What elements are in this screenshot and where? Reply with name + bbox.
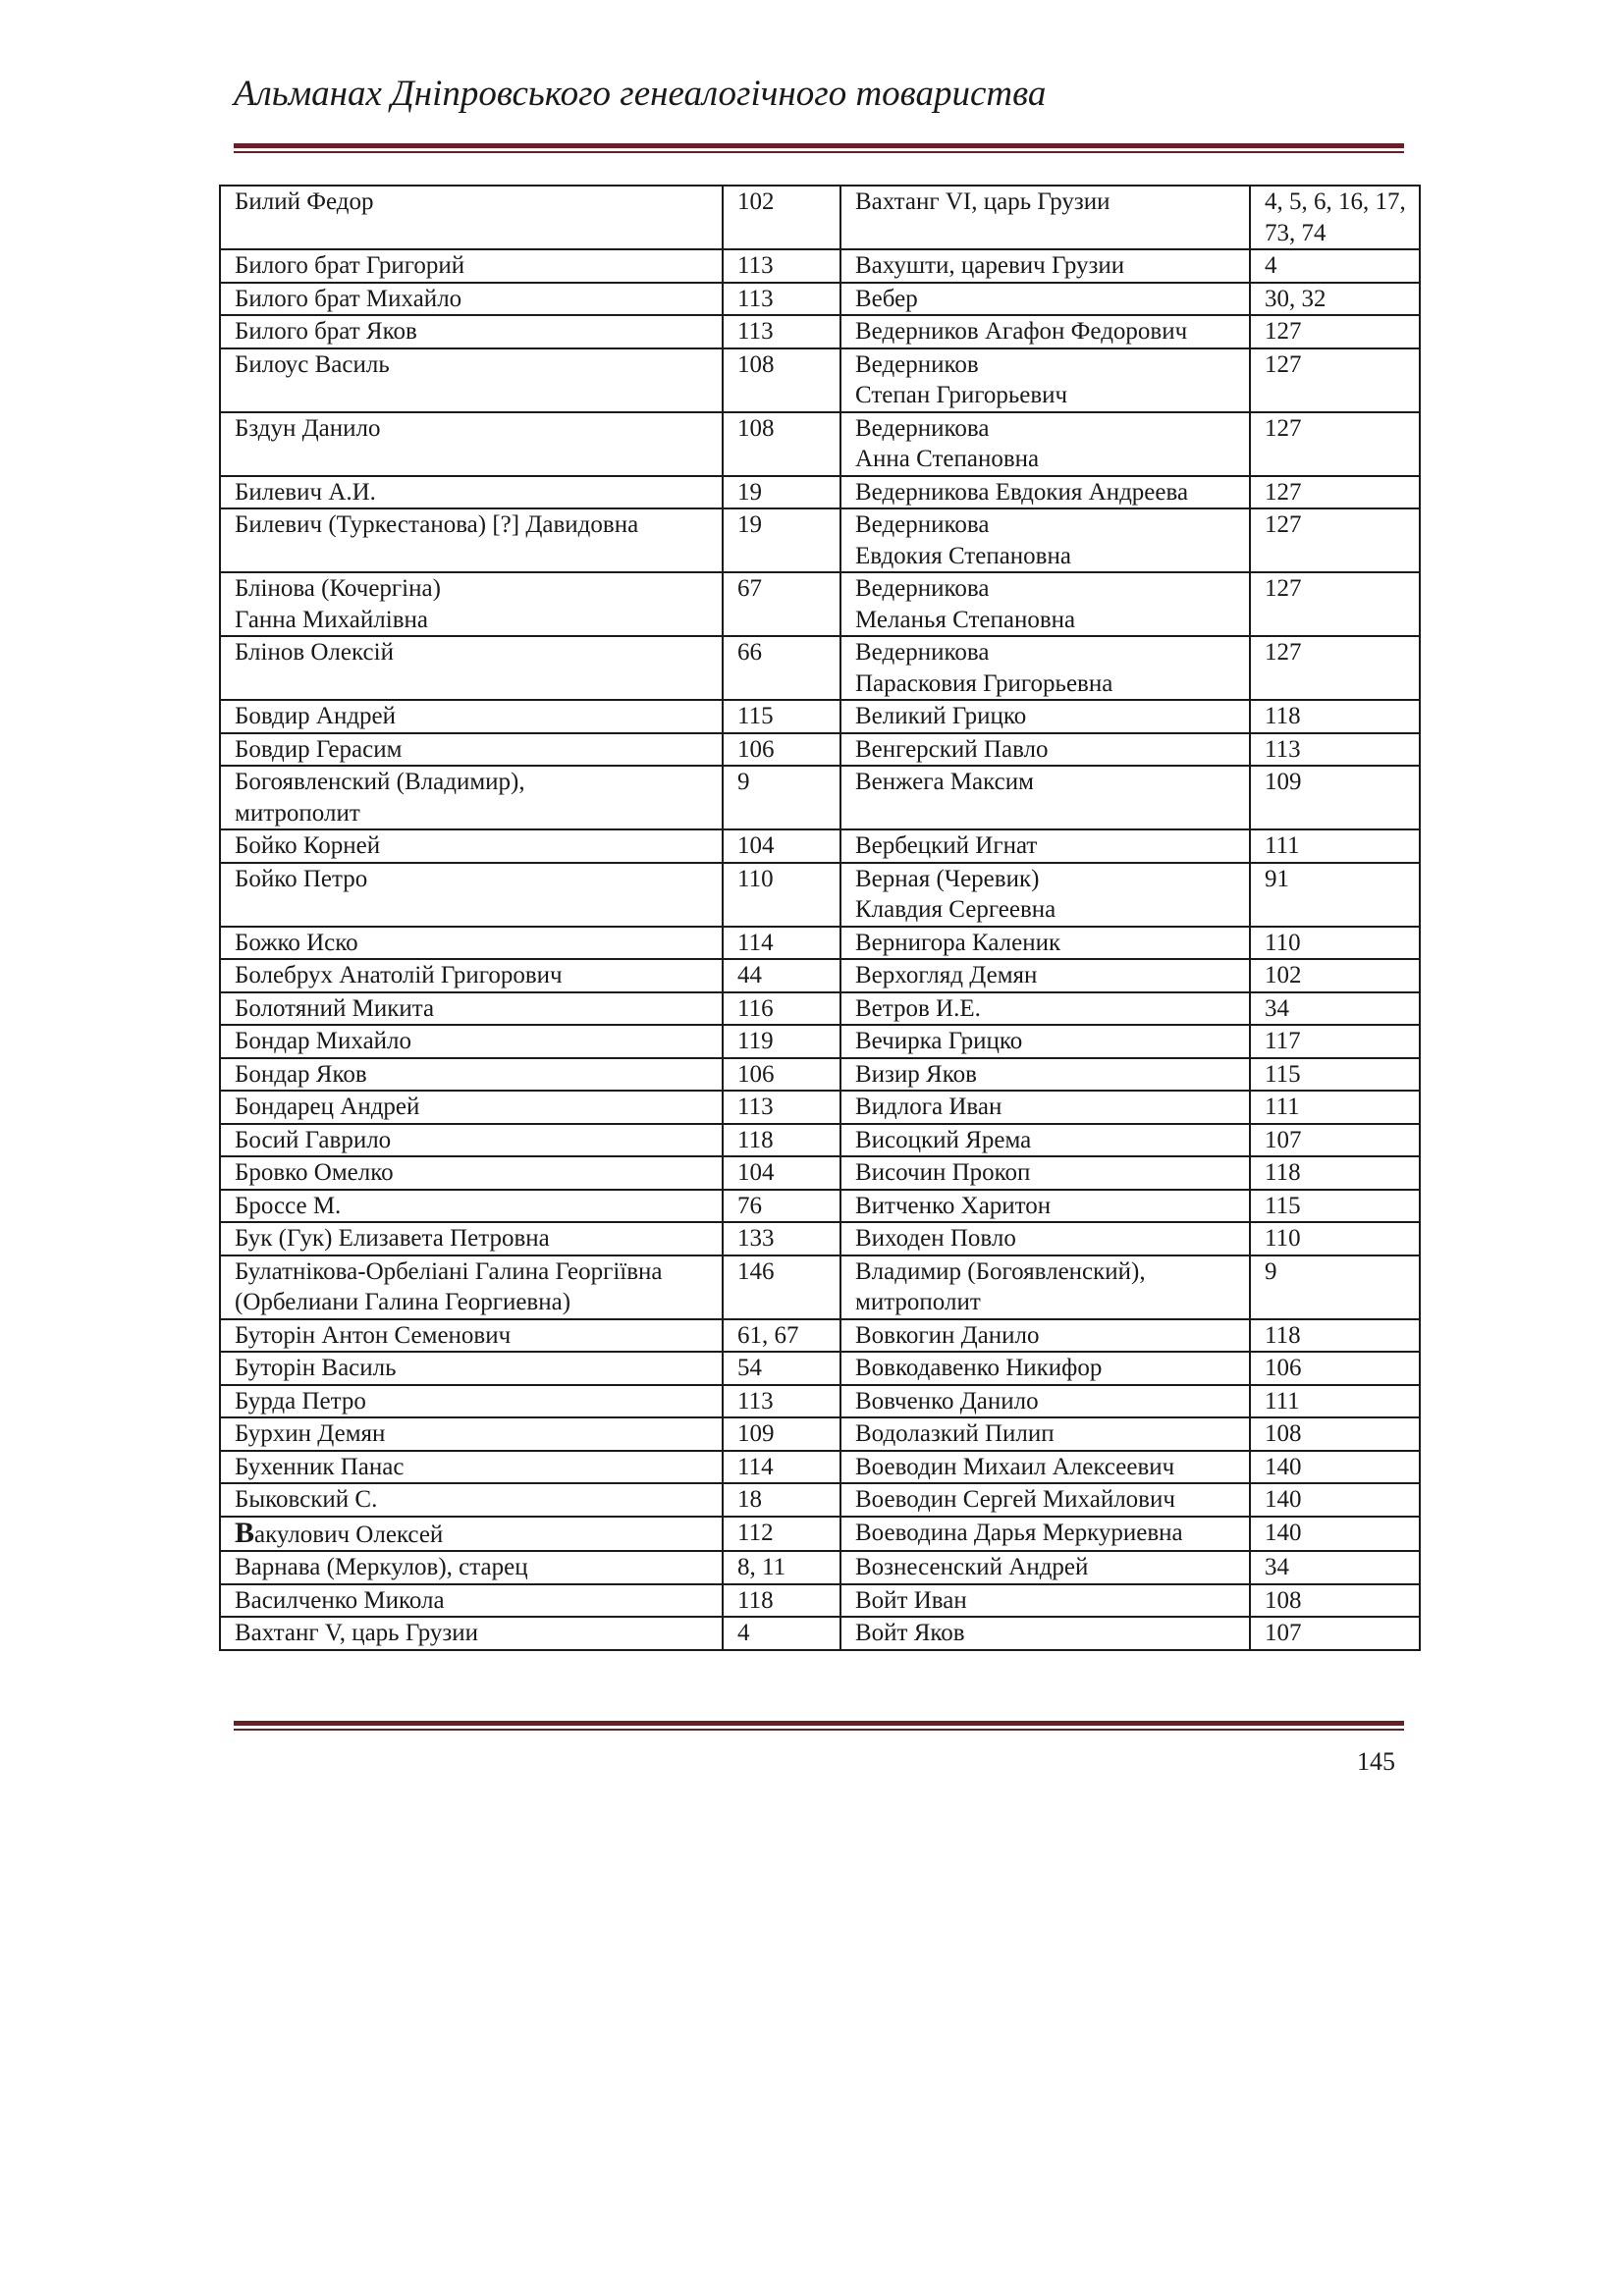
- table-row: [220, 249, 1420, 283]
- name-cell: Бовдир Герасим: [220, 733, 723, 767]
- name-cell: Вахтанг V, царь Грузии: [220, 1617, 723, 1650]
- name-cell: Билевич А.И.: [220, 476, 723, 509]
- page-cell: 140: [1250, 1451, 1420, 1484]
- name-cell: Вернигора Каленик: [840, 927, 1250, 960]
- page-cell: 108: [1250, 1417, 1420, 1451]
- name-cell: Билий Федор: [220, 186, 723, 249]
- name-cell: Ведерникова Евдокия Степановна: [840, 508, 1250, 572]
- page-cell: 127: [1250, 412, 1420, 476]
- name-cell: Бондар Михайло: [220, 1025, 723, 1058]
- table-row: [220, 572, 1420, 636]
- name-cell: Болотяний Микита: [220, 992, 723, 1026]
- name-cell: Ведерников Агафон Федорович: [840, 315, 1250, 348]
- page-cell: 111: [1250, 829, 1420, 863]
- page-cell: 54: [723, 1352, 840, 1385]
- page-cell: 118: [723, 1124, 840, 1157]
- table-row: [220, 1584, 1420, 1618]
- name-cell: Булатнікова-Орбеліані Галина Георгіївна (Орбелиани Галина Георгиевна): [220, 1255, 723, 1319]
- page-cell: 76: [723, 1190, 840, 1223]
- table-row: [220, 315, 1420, 348]
- name-cell: Бойко Корней: [220, 829, 723, 863]
- name-cell: Вакулович Олексей: [220, 1517, 723, 1552]
- name-cell: Верхогляд Демян: [840, 959, 1250, 992]
- name-cell: Богоявленский (Владимир), митрополит: [220, 766, 723, 829]
- name-cell: Бовдир Андрей: [220, 700, 723, 733]
- name-cell: Вахтанг VI, царь Грузии: [840, 186, 1250, 249]
- table-row: [220, 1352, 1420, 1385]
- name-cell: Верная (Черевик) Клавдия Сергеевна: [840, 863, 1250, 927]
- table-row: [220, 959, 1420, 992]
- page-cell: 113: [723, 1385, 840, 1418]
- name-cell: Вознесенский Андрей: [840, 1551, 1250, 1584]
- name-cell: Буторін Василь: [220, 1352, 723, 1385]
- page-title: Альманах Дніпровського генеалогічного товариства: [234, 74, 1047, 114]
- page-cell: 106: [1250, 1352, 1420, 1385]
- name-cell: Ведерникова Парасковия Григорьевна: [840, 636, 1250, 700]
- table-row: [220, 1156, 1420, 1190]
- page-cell: 113: [723, 249, 840, 283]
- name-cell: Бондарец Андрей: [220, 1091, 723, 1124]
- name-cell: Бухенник Панас: [220, 1451, 723, 1484]
- table-row: [220, 1617, 1420, 1650]
- table-row: [220, 508, 1420, 572]
- page-cell: 110: [1250, 927, 1420, 960]
- table-row: [220, 992, 1420, 1026]
- name-cell: Водолазкий Пилип: [840, 1417, 1250, 1451]
- name-cell: Вовкодавенко Никифор: [840, 1352, 1250, 1385]
- name-cell: Вахушти, царевич Грузии: [840, 249, 1250, 283]
- page-cell: 127: [1250, 636, 1420, 700]
- table-row: [220, 636, 1420, 700]
- page-cell: 113: [723, 315, 840, 348]
- name-cell: Билого брат Михайло: [220, 283, 723, 316]
- name-cell: Босий Гаврило: [220, 1124, 723, 1157]
- table-row: [220, 1385, 1420, 1418]
- name-cell: Блінов Олексій: [220, 636, 723, 700]
- name-cell: Ведерникова Евдокия Андреева: [840, 476, 1250, 509]
- name-cell: Ветров И.Е.: [840, 992, 1250, 1026]
- name-cell: Броссе М.: [220, 1190, 723, 1223]
- name-cell: Божко Иско: [220, 927, 723, 960]
- table-row: [220, 1222, 1420, 1255]
- name-cell: Билого брат Григорий: [220, 249, 723, 283]
- page-cell: 104: [723, 829, 840, 863]
- table-row: [220, 476, 1420, 509]
- name-cell: Воеводина Дарья Меркуриевна: [840, 1517, 1250, 1552]
- page-cell: 127: [1250, 572, 1420, 636]
- page-cell: 114: [723, 927, 840, 960]
- table-row: [220, 1483, 1420, 1517]
- name-cell: Воеводин Сергей Михайлович: [840, 1483, 1250, 1517]
- table-row: [220, 733, 1420, 767]
- page-cell: 106: [723, 1058, 840, 1092]
- table-row: [220, 1190, 1420, 1223]
- page-cell: 19: [723, 476, 840, 509]
- name-cell: Ведерникова Меланья Степановна: [840, 572, 1250, 636]
- table-row: [220, 927, 1420, 960]
- page-cell: 127: [1250, 348, 1420, 412]
- page-cell: 102: [723, 186, 840, 249]
- name-cell: Бук (Гук) Елизавета Петровна: [220, 1222, 723, 1255]
- table-row: [220, 1417, 1420, 1451]
- footer-divider: [234, 1721, 1404, 1731]
- page-cell: 133: [723, 1222, 840, 1255]
- name-cell: Виходен Повло: [840, 1222, 1250, 1255]
- table-row: [220, 1517, 1420, 1552]
- name-cell: Бурхин Демян: [220, 1417, 723, 1451]
- page-cell: 102: [1250, 959, 1420, 992]
- page-cell: 113: [723, 283, 840, 316]
- name-cell: Венжега Максим: [840, 766, 1250, 829]
- page-cell: 108: [723, 348, 840, 412]
- page-cell: 107: [1250, 1617, 1420, 1650]
- name-cell: Владимир (Богоявленский), митрополит: [840, 1255, 1250, 1319]
- page-cell: 140: [1250, 1483, 1420, 1517]
- page-cell: 108: [723, 412, 840, 476]
- page-cell: 118: [723, 1584, 840, 1618]
- name-cell: Видлога Иван: [840, 1091, 1250, 1124]
- page-cell: 127: [1250, 476, 1420, 509]
- page-cell: 112: [723, 1517, 840, 1552]
- page-cell: 115: [1250, 1058, 1420, 1092]
- page-cell: 109: [723, 1417, 840, 1451]
- page-cell: 118: [1250, 1319, 1420, 1353]
- page-cell: 111: [1250, 1385, 1420, 1418]
- page-cell: 110: [1250, 1222, 1420, 1255]
- page-cell: 107: [1250, 1124, 1420, 1157]
- page-cell: 118: [1250, 700, 1420, 733]
- name-cell: Войт Иван: [840, 1584, 1250, 1618]
- table-row: [220, 829, 1420, 863]
- name-cell: Воеводин Михаил Алексеевич: [840, 1451, 1250, 1484]
- table-row: [220, 412, 1420, 476]
- page-cell: 106: [723, 733, 840, 767]
- page-cell: 18: [723, 1483, 840, 1517]
- table-row: [220, 283, 1420, 316]
- name-cell: Билевич (Туркестанова) [?] Давидовна: [220, 508, 723, 572]
- name-cell: Быковский С.: [220, 1483, 723, 1517]
- table-row: [220, 1451, 1420, 1484]
- table-row: [220, 1319, 1420, 1353]
- name-cell: Бондар Яков: [220, 1058, 723, 1092]
- page-cell: 119: [723, 1025, 840, 1058]
- page-cell: 115: [723, 700, 840, 733]
- name-cell: Василченко Микола: [220, 1584, 723, 1618]
- page-cell: 127: [1250, 315, 1420, 348]
- name-cell: Билоус Василь: [220, 348, 723, 412]
- header-divider: [234, 143, 1404, 153]
- name-cell: Височин Прокоп: [840, 1156, 1250, 1190]
- page-number: 145: [1357, 1747, 1395, 1776]
- page-cell: 109: [1250, 766, 1420, 829]
- page-cell: 9: [723, 766, 840, 829]
- page-cell: 4: [723, 1617, 840, 1650]
- page-cell: 8, 11: [723, 1551, 840, 1584]
- name-cell: Бурда Петро: [220, 1385, 723, 1418]
- name-cell: Варнава (Меркулов), старец: [220, 1551, 723, 1584]
- page-cell: 140: [1250, 1517, 1420, 1552]
- page-cell: 34: [1250, 992, 1420, 1026]
- page-cell: 19: [723, 508, 840, 572]
- page-cell: 108: [1250, 1584, 1420, 1618]
- name-cell: Бздун Данило: [220, 412, 723, 476]
- name-cell: Вечирка Грицко: [840, 1025, 1250, 1058]
- table-row: [220, 1124, 1420, 1157]
- page-cell: 9: [1250, 1255, 1420, 1319]
- page-cell: 114: [723, 1451, 840, 1484]
- name-cell: Визир Яков: [840, 1058, 1250, 1092]
- page-cell: 66: [723, 636, 840, 700]
- page-cell: 44: [723, 959, 840, 992]
- page-cell: 61, 67: [723, 1319, 840, 1353]
- page-cell: 118: [1250, 1156, 1420, 1190]
- page-cell: 30, 32: [1250, 283, 1420, 316]
- name-cell: Вебер: [840, 283, 1250, 316]
- table-row: [220, 1025, 1420, 1058]
- table-row: [220, 186, 1420, 249]
- name-cell: Вовченко Данило: [840, 1385, 1250, 1418]
- page-cell: 104: [723, 1156, 840, 1190]
- name-cell: Войт Яков: [840, 1617, 1250, 1650]
- name-cell: Билого брат Яков: [220, 315, 723, 348]
- page-cell: 113: [723, 1091, 840, 1124]
- table-row: [220, 766, 1420, 829]
- name-cell: Болебрух Анатолій Григорович: [220, 959, 723, 992]
- page-cell: 146: [723, 1255, 840, 1319]
- table-row: [220, 1551, 1420, 1584]
- page-cell: 4: [1250, 249, 1420, 283]
- page-cell: 4, 5, 6, 16, 17, 73, 74: [1250, 186, 1420, 249]
- page-cell: 67: [723, 572, 840, 636]
- name-cell: Ведерников Степан Григорьевич: [840, 348, 1250, 412]
- name-cell: Венгерский Павло: [840, 733, 1250, 767]
- page-cell: 91: [1250, 863, 1420, 927]
- name-cell: Бровко Омелко: [220, 1156, 723, 1190]
- table-row: [220, 863, 1420, 927]
- page-cell: 115: [1250, 1190, 1420, 1223]
- table-row: [220, 700, 1420, 733]
- name-cell: Вовкогин Данило: [840, 1319, 1250, 1353]
- page-cell: 113: [1250, 733, 1420, 767]
- table-row: [220, 1058, 1420, 1092]
- name-cell: Буторін Антон Семенович: [220, 1319, 723, 1353]
- table-row: [220, 348, 1420, 412]
- name-cell: Бойко Петро: [220, 863, 723, 927]
- name-cell: Блінова (Кочергіна) Ганна Михайлівна: [220, 572, 723, 636]
- name-cell: Висоцкий Ярема: [840, 1124, 1250, 1157]
- name-cell: Ведерникова Анна Степановна: [840, 412, 1250, 476]
- page-cell: 117: [1250, 1025, 1420, 1058]
- name-index-table: [219, 185, 1421, 1651]
- page-cell: 111: [1250, 1091, 1420, 1124]
- name-cell: Вербецкий Игнат: [840, 829, 1250, 863]
- page-cell: 127: [1250, 508, 1420, 572]
- table-row: [220, 1091, 1420, 1124]
- drop-initial: В: [235, 1516, 255, 1549]
- page-cell: 110: [723, 863, 840, 927]
- name-cell: Великий Грицко: [840, 700, 1250, 733]
- page-cell: 34: [1250, 1551, 1420, 1584]
- page-cell: 116: [723, 992, 840, 1026]
- name-cell: Витченко Харитон: [840, 1190, 1250, 1223]
- table-row: [220, 1255, 1420, 1319]
